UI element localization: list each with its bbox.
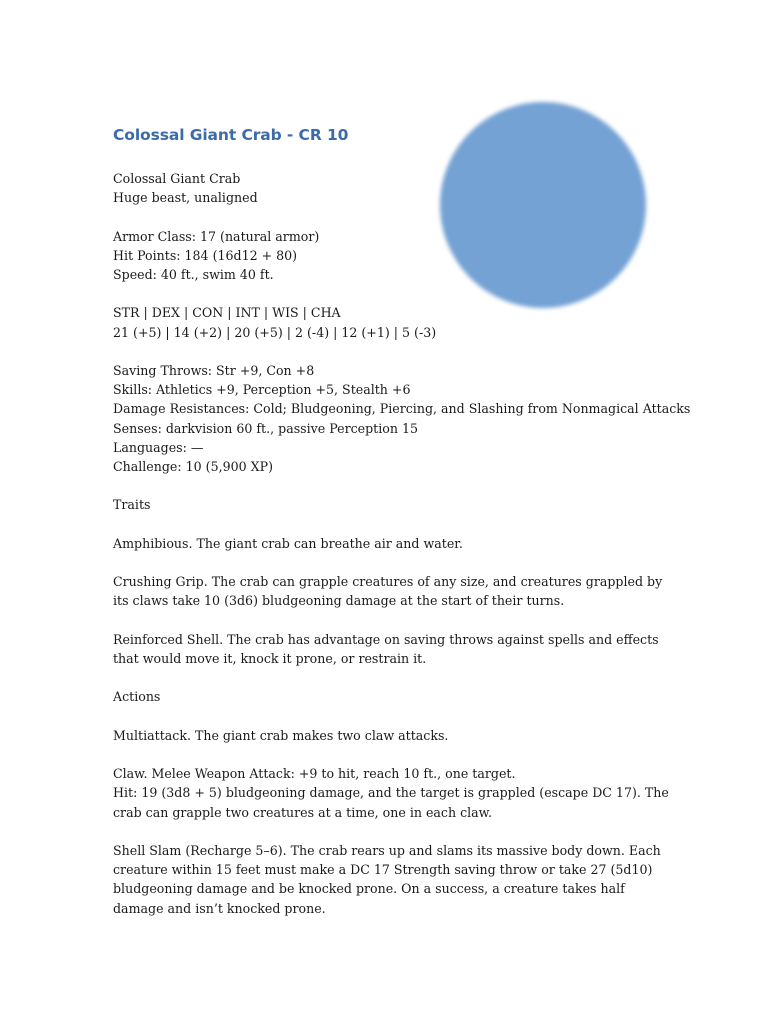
action-multiattack: Multiattack. The giant crab makes two claw attacks. bbox=[113, 727, 449, 743]
claw-attack-line: Claw. Melee Weapon Attack: +9 to hit, reach 10 ft., one target. bbox=[113, 766, 516, 782]
actions-heading: Actions bbox=[113, 689, 161, 705]
identity-block bbox=[113, 169, 673, 207]
skills: Skills: Athletics +9, Perception +5, Stealth +6 bbox=[113, 382, 411, 398]
trait-amphibious: Amphibious. The giant crab can breathe air and water. bbox=[113, 535, 463, 551]
senses: Senses: darkvision 60 ft., passive Perception 15 bbox=[113, 420, 418, 436]
claw-hit-line: Hit: 19 (3d8 + 5) bludgeoning damage, and the target is grappled (escape DC 17). The crab can grapple two creatures at a time, one in each claw. bbox=[113, 785, 669, 820]
action-claw bbox=[113, 764, 673, 822]
creature-type: Huge beast, unaligned bbox=[113, 190, 258, 206]
languages: Languages: — bbox=[113, 439, 204, 455]
details-block bbox=[113, 361, 691, 476]
ability-header: STR | DEX | CON | INT | WIS | CHA bbox=[113, 305, 341, 321]
abilities-block bbox=[113, 303, 673, 341]
trait-reinforced-shell: Reinforced Shell. The crab has advantage on saving throws against spells and effects that would move it, knock it prone, or restrain it. bbox=[113, 631, 659, 666]
creature-name: Colossal Giant Crab bbox=[113, 171, 241, 186]
damage-resistances: Damage Resistances: Cold; Bludgeoning, Piercing, and Slashing from Nonmagical Attacks bbox=[113, 401, 691, 417]
speed: Speed: 40 ft., swim 40 ft. bbox=[113, 267, 274, 282]
saving-throws: Saving Throws: Str +9, Con +8 bbox=[113, 362, 315, 378]
traits-heading: Traits bbox=[113, 497, 151, 513]
armor-class: Armor Class: 17 (natural armor) bbox=[113, 228, 320, 244]
hit-points: Hit Points: 184 (16d12 + 80) bbox=[113, 247, 298, 263]
ability-values: 21 (+5) | 14 (+2) | 20 (+5) | 2 (-4) | 12 (+1) | 5 (-3) bbox=[113, 324, 437, 340]
stat-block bbox=[113, 124, 691, 937]
challenge: Challenge: 10 (5,900 XP) bbox=[113, 459, 273, 474]
action-shell-slam: Shell Slam (Recharge 5–6). The crab rears up and slams its massive body down. Each creature within 15 feet must make a DC 17 Strength saving throw or take 27 (5d10) bludgeoning damage and be knocked prone. On a success, a creature takes half damage and isn’t knocked prone. bbox=[113, 842, 661, 916]
defense-block bbox=[113, 227, 673, 285]
page-title: Colossal Giant Crab - CR 10 bbox=[113, 126, 349, 144]
trait-crushing-grip: Crushing Grip. The crab can grapple creatures of any size, and creatures grappled by its claws take 10 (3d6) bludgeoning damage at the start of their turns. bbox=[113, 574, 663, 609]
